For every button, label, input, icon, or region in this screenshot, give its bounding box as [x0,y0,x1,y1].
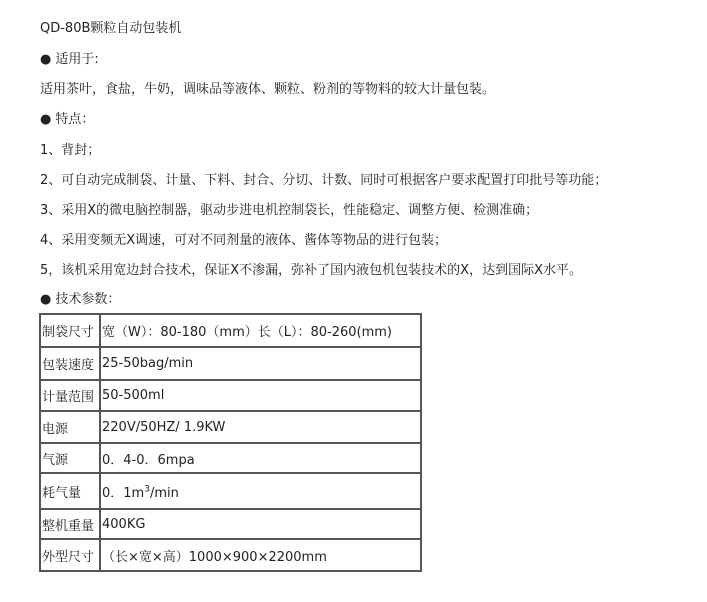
applicable-heading [40,52,99,68]
feature-item: 5，该机采用宽边封合技术，保证X不渗漏，弥补了国内液包机包装技术的X，达到国际X水平。 [40,263,582,278]
feature-item: 3、采用X的微电脑控制器，驱动步进电机控制袋长，性能稳定、调整方便、检测准确； [40,203,539,218]
bullet-icon: ● [40,292,52,307]
spec-value: 0．4-0．6mpa [100,443,421,473]
table-row [40,443,421,473]
spec-value: 25-50bag/min [100,347,421,380]
table-row [40,347,421,380]
spec-label: 制袋尺寸 [40,314,100,347]
spec-label: 耗气量 [40,473,100,509]
specs-heading-text: 技术参数： [55,292,121,307]
spec-label: 气源 [40,443,100,473]
applicable-heading-text: 适用于: [55,52,99,67]
spec-value-superscript: 3 [144,484,150,495]
bullet-icon: ● [40,112,52,127]
feature-item: 2、可自动完成制袋、计量、下料、封合、分切、计数、同时可根据客户要求配置打印批号等功能； [40,173,608,188]
spec-value: 400KG [100,509,421,539]
applicable-text: 适用茶叶，食盐，牛奶，调味品等液体、颗粒、粉剂的等物料的较大计量包装。 [40,82,496,97]
spec-label: 外型尺寸 [40,539,100,571]
spec-label: 电源 [40,411,100,443]
spec-value-main: 0．1m [102,485,145,501]
bullet-icon: ● [40,52,52,67]
spec-value: 50-500ml [100,380,421,411]
table-row [40,314,421,347]
specs-heading [40,292,120,308]
spec-value: 宽（W）：80-180（mm）长（L）：80-260(mm) [100,314,421,347]
feature-item: 4、采用变频无X调速，可对不同剂量的液体、酱体等物品的进行包装； [40,233,448,248]
spec-label: 整机重量 [40,509,100,539]
spec-label: 计量范围 [40,380,100,411]
table-row [40,411,421,443]
table-row [40,539,421,571]
spec-value: （长×宽×高）1000×900×2200mm [100,539,421,571]
spec-value: 220V/50HZ/ 1.9KW [100,411,421,443]
spec-table [39,313,422,572]
features-heading-text: 特点： [55,112,95,127]
spec-value-unit: /min [149,485,179,501]
feature-item: 1、背封； [40,143,101,158]
features-heading [40,112,94,128]
document-title: QD-80B颗粒自动包装机 [40,21,182,36]
table-row [40,473,421,509]
spec-label: 包装速度 [40,347,100,380]
table-row [40,380,421,411]
spec-value [100,473,421,509]
table-row [40,509,421,539]
